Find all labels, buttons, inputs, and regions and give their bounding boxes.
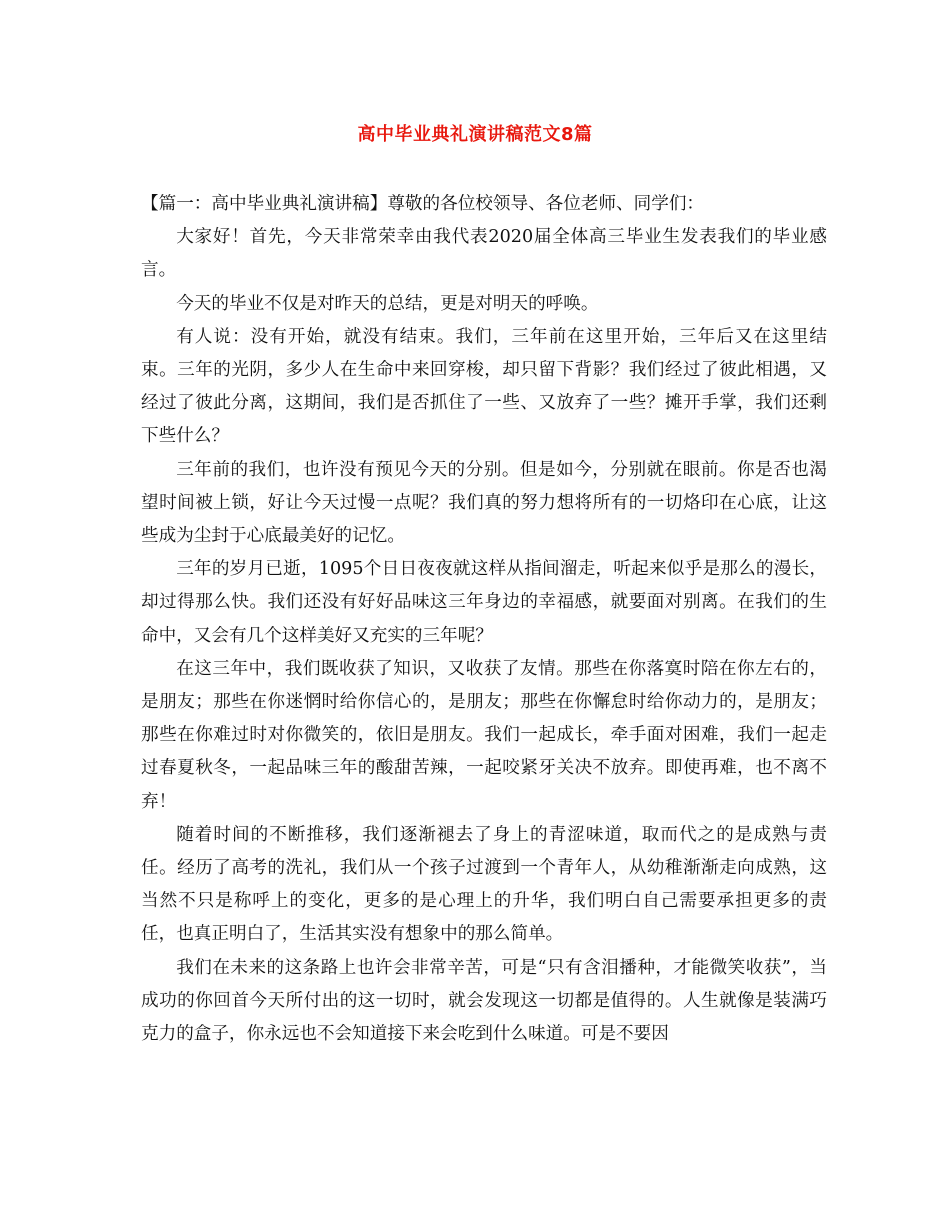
paragraph: 大家好！首先，今天非常荣幸由我代表2020届全体高三毕业生发表我们的毕业感言。 (141, 227, 827, 281)
document-body (141, 188, 827, 1051)
paragraph-heading: 【篇一：高中毕业典礼演讲稿】尊敬的各位校领导、各位老师、同学们： (141, 194, 705, 214)
document-title: 高中毕业典礼演讲稿范文8篇 (357, 124, 593, 145)
paragraph: 今天的毕业不仅是对昨天的总结，更是对明天的呼唤。 (176, 293, 599, 314)
paragraph: 三年的岁月已逝，1095个日日夜夜就这样从指间溜走，听起来似乎是那么的漫长，却过得那么快。我们还没有好好品味这三年身边的幸福感，就要面对别离。在我们的生命中，又会有几个这样美好又充实的三年呢？ (141, 559, 827, 646)
paragraph: 有人说：没有开始，就没有结束。我们，三年前在这里开始，三年后又在这里结束。三年的光阴，多少人在生命中来回穿梭，却只留下背影？我们经过了彼此相遇，又经过了彼此分离，这期间，我们是否抓住了一些、又放弃了一些？摊开手掌，我们还剩下些什么？ (141, 326, 827, 447)
paragraph: 三年前的我们，也许没有预见今天的分别。但是如今，分别就在眼前。你是否也渴望时间被上锁，好让今天过慢一点呢？我们真的努力想将所有的一切烙印在心底，让这些成为尘封于心底最美好的记忆。 (141, 459, 827, 547)
paragraph: 在这三年中，我们既收获了知识，又收获了友情。那些在你落寞时陪在你左右的，是朋友；那些在你迷惘时给你信心的，是朋友；那些在你懈怠时给你动力的，是朋友；那些在你难过时对你微笑的，依旧是朋友。我们一起成长，牵手面对困难，我们一起走过春夏秋冬，一起品味三年的酸甜苦辣，一起咬紧牙关决不放弃。即使再难，也不离不弃！ (141, 658, 827, 812)
paragraph: 随着时间的不断推移，我们逐渐褪去了身上的青涩味道，取而代之的是成熟与责任。经历了高考的洗礼，我们从一个孩子过渡到一个青年人，从幼稚渐渐走向成熟，这当然不只是称呼上的变化，更多的是心理上的升华，我们明白自己需要承担更多的责任，也真正明白了，生活其实没有想象中的那么简单。 (141, 824, 827, 945)
paragraph: 我们在未来的这条路上也许会非常辛苦，可是“只有含泪播种，才能微笑收获”，当成功的你回首今天所付出的这一切时，就会发现这一切都是值得的。人生就像是装满巧克力的盒子，你永远也不会知道接下来会吃到什么味道。可是不要因 (141, 957, 827, 1045)
